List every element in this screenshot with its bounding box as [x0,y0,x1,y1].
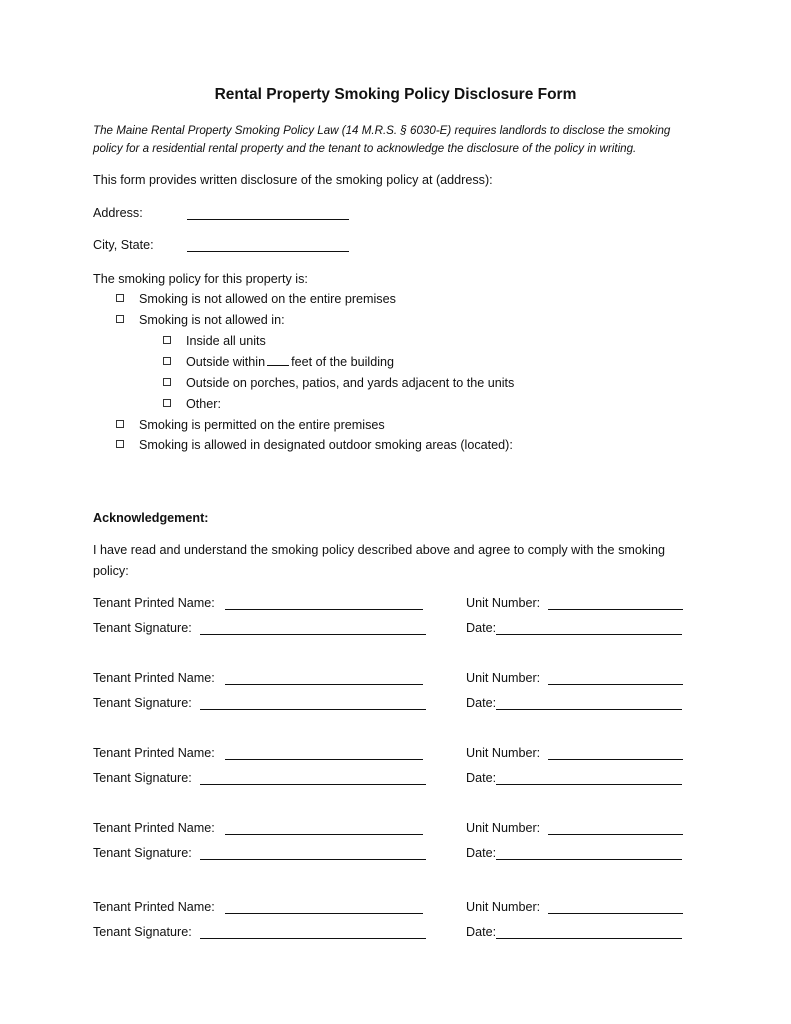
outside-within-prefix: Outside within [186,355,266,369]
tenant-signature-field[interactable] [200,938,426,939]
checkbox-not-allowed-entire[interactable] [116,294,124,302]
tenant-printed-name-field[interactable] [225,609,423,610]
address-field[interactable] [187,219,349,220]
date-field[interactable] [496,784,682,785]
unit-number-field[interactable] [548,913,683,914]
acknowledgement-line-2: policy: [93,564,129,578]
option-not-allowed-entire: Smoking is not allowed on the entire premises [139,292,396,306]
checkbox-not-allowed-in[interactable] [116,315,124,323]
tenant-printed-name-label: Tenant Printed Name: [93,900,215,914]
acknowledgement-line-1: I have read and understand the smoking policy described above and agree to comply with the smoking [93,543,665,557]
unit-number-label: Unit Number: [466,596,541,610]
policy-heading: The smoking policy for this property is: [93,272,308,286]
date-label: Date: [466,925,497,939]
outside-within-suffix: feet of the building [291,355,395,369]
option-permitted-entire: Smoking is permitted on the entire premises [139,418,385,432]
date-field[interactable] [496,938,682,939]
tenant-printed-name-field[interactable] [225,759,423,760]
checkbox-other[interactable] [163,399,171,407]
checkbox-designated-areas[interactable] [116,440,124,448]
checkbox-inside-units[interactable] [163,336,171,344]
option-not-allowed-in: Smoking is not allowed in: [139,313,285,327]
tenant-signature-field[interactable] [200,634,426,635]
acknowledgement-heading: Acknowledgement: [93,511,209,525]
feet-field[interactable] [267,354,289,366]
unit-number-label: Unit Number: [466,671,541,685]
date-label: Date: [466,846,497,860]
tenant-signature-field[interactable] [200,709,426,710]
tenant-signature-field[interactable] [200,784,426,785]
unit-number-field[interactable] [548,834,683,835]
unit-number-field[interactable] [548,609,683,610]
option-outside-within [186,354,394,370]
date-label: Date: [466,771,497,785]
option-other: Other: [186,397,221,411]
date-field[interactable] [496,859,682,860]
address-label: Address: [93,206,143,220]
option-porches: Outside on porches, patios, and yards adjacent to the units [186,376,515,390]
tenant-signature-label: Tenant Signature: [93,771,192,785]
tenant-printed-name-label: Tenant Printed Name: [93,746,215,760]
tenant-printed-name-field[interactable] [225,834,423,835]
page-title: Rental Property Smoking Policy Disclosure Form [214,86,577,103]
date-label: Date: [466,621,497,635]
tenant-signature-label: Tenant Signature: [93,846,192,860]
intro-line-1: The Maine Rental Property Smoking Policy Law (14 M.R.S. § 6030-E) requires landlords to disclose the smoking [93,124,671,137]
unit-number-field[interactable] [548,684,683,685]
disclosure-statement: This form provides written disclosure of the smoking policy at (address): [93,173,493,187]
tenant-printed-name-field[interactable] [225,913,423,914]
date-label: Date: [466,696,497,710]
date-field[interactable] [496,709,682,710]
tenant-printed-name-field[interactable] [225,684,423,685]
tenant-signature-label: Tenant Signature: [93,925,192,939]
checkbox-porches[interactable] [163,378,171,386]
tenant-printed-name-label: Tenant Printed Name: [93,821,215,835]
tenant-signature-label: Tenant Signature: [93,696,192,710]
checkbox-outside-within[interactable] [163,357,171,365]
tenant-printed-name-label: Tenant Printed Name: [93,671,215,685]
city-state-field[interactable] [187,251,349,252]
date-field[interactable] [496,634,682,635]
intro-line-2: policy for a residential rental property and the tenant to acknowledge the disclosure of the policy in writing. [93,142,637,155]
city-state-label: City, State: [93,238,154,252]
tenant-signature-field[interactable] [200,859,426,860]
unit-number-label: Unit Number: [466,900,541,914]
unit-number-field[interactable] [548,759,683,760]
checkbox-permitted-entire[interactable] [116,420,124,428]
unit-number-label: Unit Number: [466,821,541,835]
option-designated-areas: Smoking is allowed in designated outdoor smoking areas (located): [139,438,513,452]
tenant-signature-label: Tenant Signature: [93,621,192,635]
tenant-printed-name-label: Tenant Printed Name: [93,596,215,610]
unit-number-label: Unit Number: [466,746,541,760]
option-inside-units: Inside all units [186,334,266,348]
